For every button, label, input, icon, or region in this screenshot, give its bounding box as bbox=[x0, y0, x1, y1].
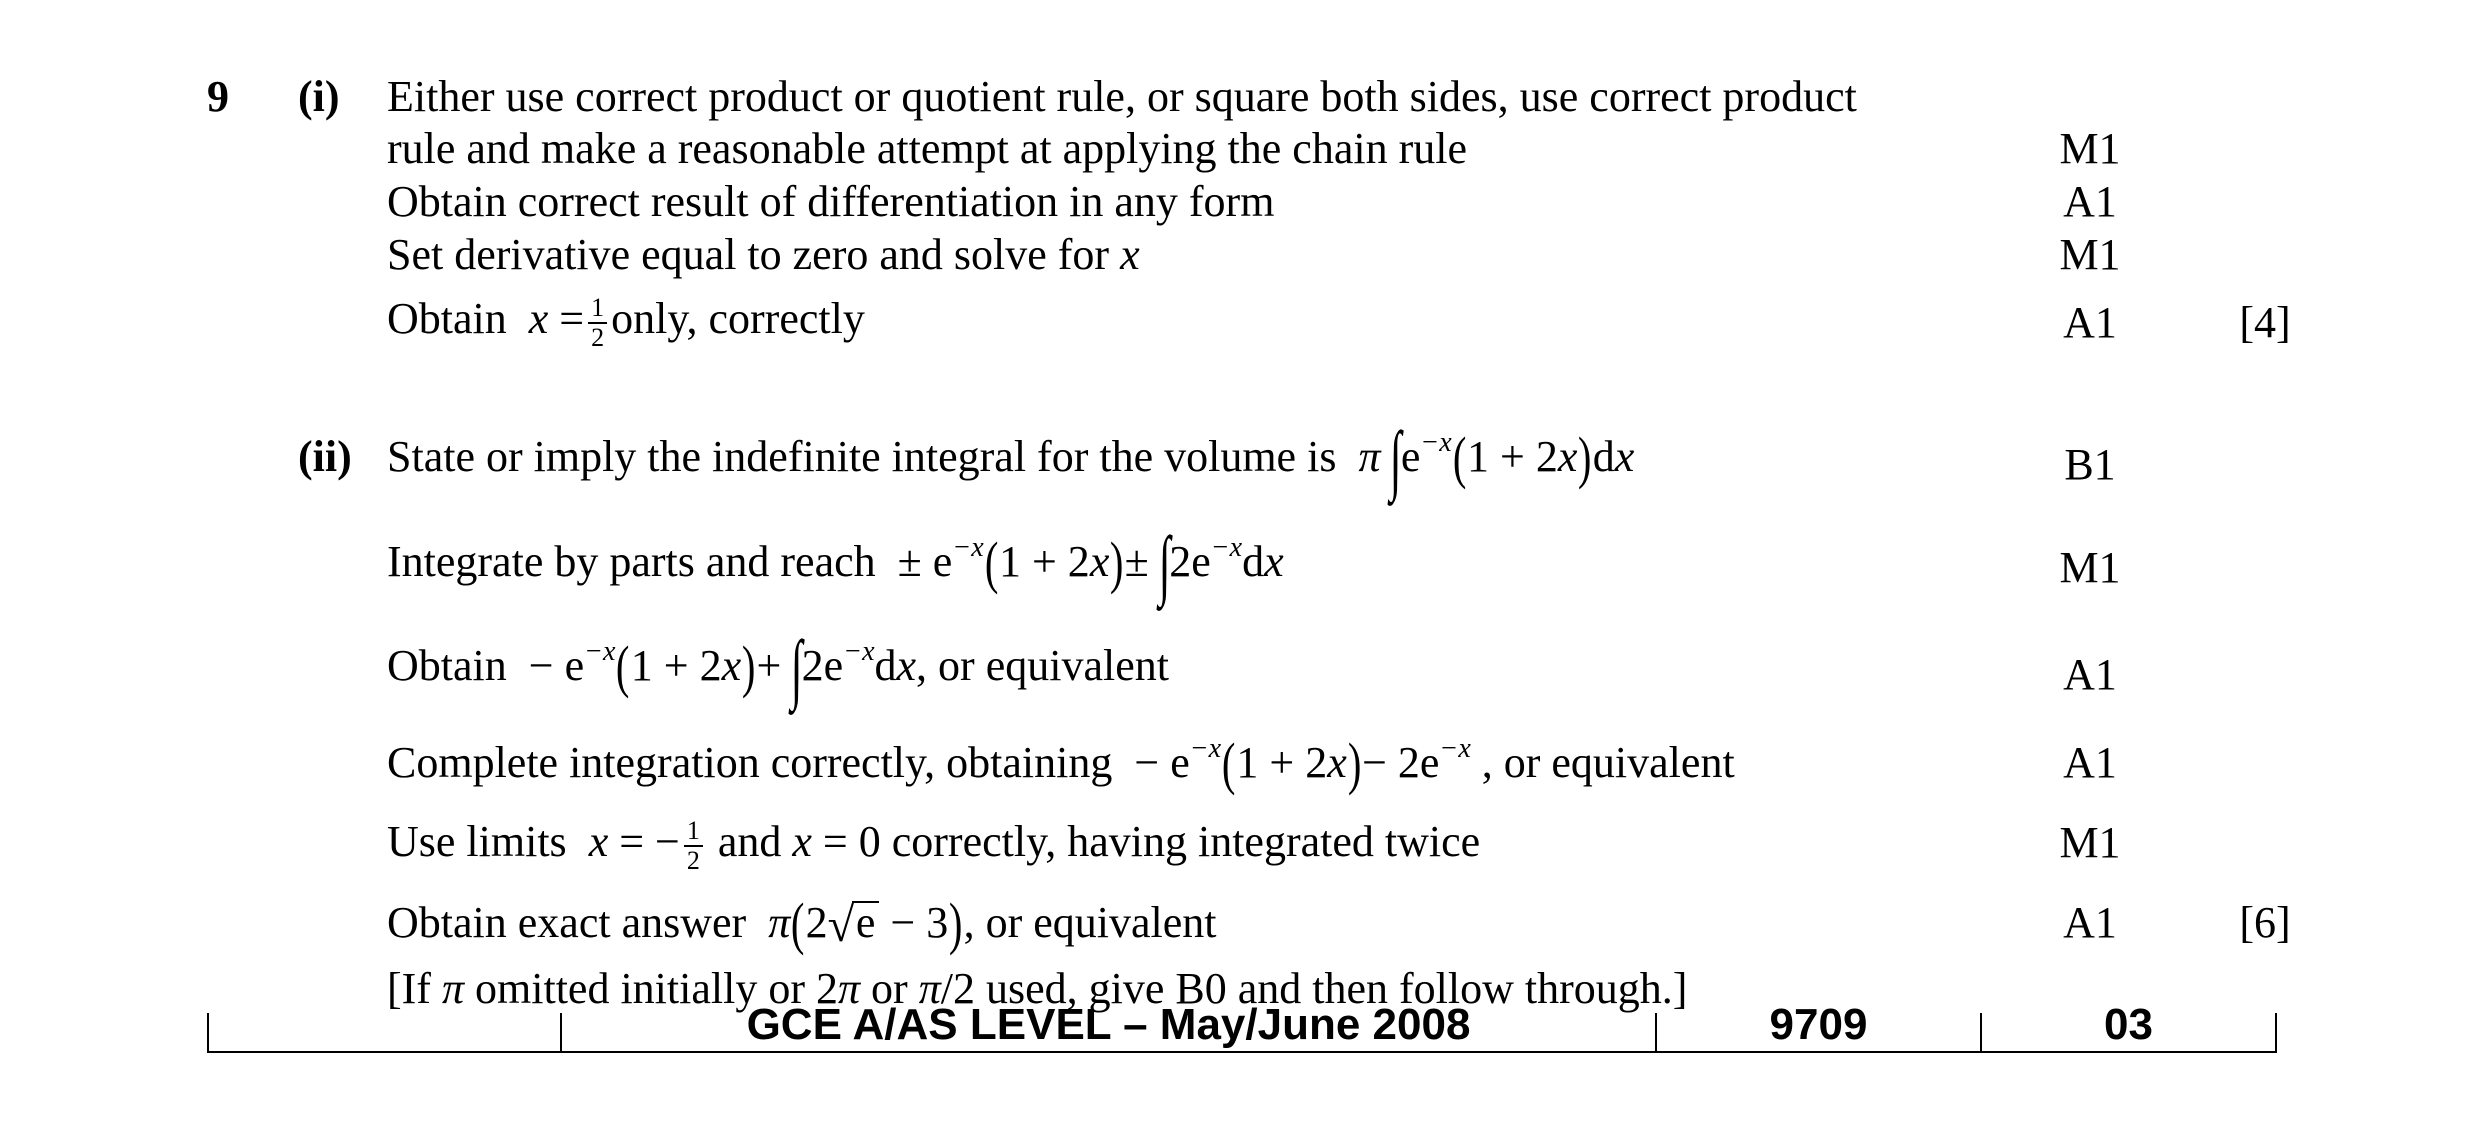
footer-divider bbox=[2275, 1013, 2277, 1053]
mark-a1: A1 bbox=[2063, 177, 2117, 226]
part-ii-line-6: Obtain exact answer π(2√e − 3), or equivalent bbox=[387, 891, 1217, 956]
part-ii-line-2: Integrate by parts and reach ± $e^{-x}(1 + 2x)\pm \int 2e^{-x}dx$ bbox=[387, 520, 1284, 607]
mark-b1: B1 bbox=[2064, 440, 2116, 489]
part-i-label: (i) bbox=[298, 72, 340, 121]
mark-a1: A1 bbox=[2063, 738, 2117, 787]
part-i-line-1: Either use correct product or quotient rule, or square both sides, use correct product bbox=[387, 72, 1857, 121]
footer-syllabus: 9709 bbox=[1769, 1000, 1868, 1049]
part-ii-label: (ii) bbox=[298, 432, 352, 481]
fraction-half: $\frac{1}{2}$ bbox=[588, 294, 607, 352]
footer-paper: 03 bbox=[2104, 1000, 2153, 1049]
mark-a1: A1 bbox=[2063, 650, 2117, 699]
footer-divider bbox=[207, 1013, 209, 1053]
part-ii-line-4: Complete integration correctly, obtaining − $e^{-x}(1 + 2x)- 2e^{-x}$ , or equivalent bbox=[387, 731, 1735, 796]
part-ii-line-1: State or imply the indefinite integral for the volume is π $\int e^{-x}(1 + 2x)dx$ bbox=[387, 415, 1635, 502]
footer-bottom-rule bbox=[207, 1051, 2277, 1053]
mark-a1: A1 bbox=[2063, 298, 2117, 347]
part-i-line-2: rule and make a reasonable attempt at applying the chain rule bbox=[387, 124, 1467, 173]
part-ii-line-3: Obtain − $e^{-x}(1 + 2x)+ \int 2e^{-x}dx$, or equivalent bbox=[387, 624, 1169, 711]
footer-title: GCE A/AS LEVEL – May/June 2008 bbox=[746, 1000, 1471, 1049]
question-number: 9 bbox=[207, 72, 229, 121]
part-i-line-3: Obtain correct result of differentiation in any form bbox=[387, 177, 1275, 226]
mark-m1: M1 bbox=[2059, 543, 2121, 592]
mark-m1: M1 bbox=[2059, 124, 2121, 173]
mark-a1: A1 bbox=[2063, 898, 2117, 947]
part-ii-line-5: Use limits x = − $\frac{1}{2}$ and x = 0 correctly, having integrated twice bbox=[387, 816, 1481, 875]
part-ii-note: [If π omitted initially or 2π or π/2 used, give B0 and then follow through.] bbox=[387, 964, 1688, 1013]
fraction-half: $\frac{1}{2}$ bbox=[684, 817, 703, 875]
mark-m1: M1 bbox=[2059, 230, 2121, 279]
mark-m1: M1 bbox=[2059, 818, 2121, 867]
part-i-line-4: Set derivative equal to zero and solve for x bbox=[387, 230, 1140, 279]
part-i-line-5: Obtain x = $\frac{1}{2}$ only, correctly bbox=[387, 293, 865, 352]
part-ii-total: [6] bbox=[2239, 898, 2291, 947]
part-i-total: [4] bbox=[2239, 298, 2291, 347]
